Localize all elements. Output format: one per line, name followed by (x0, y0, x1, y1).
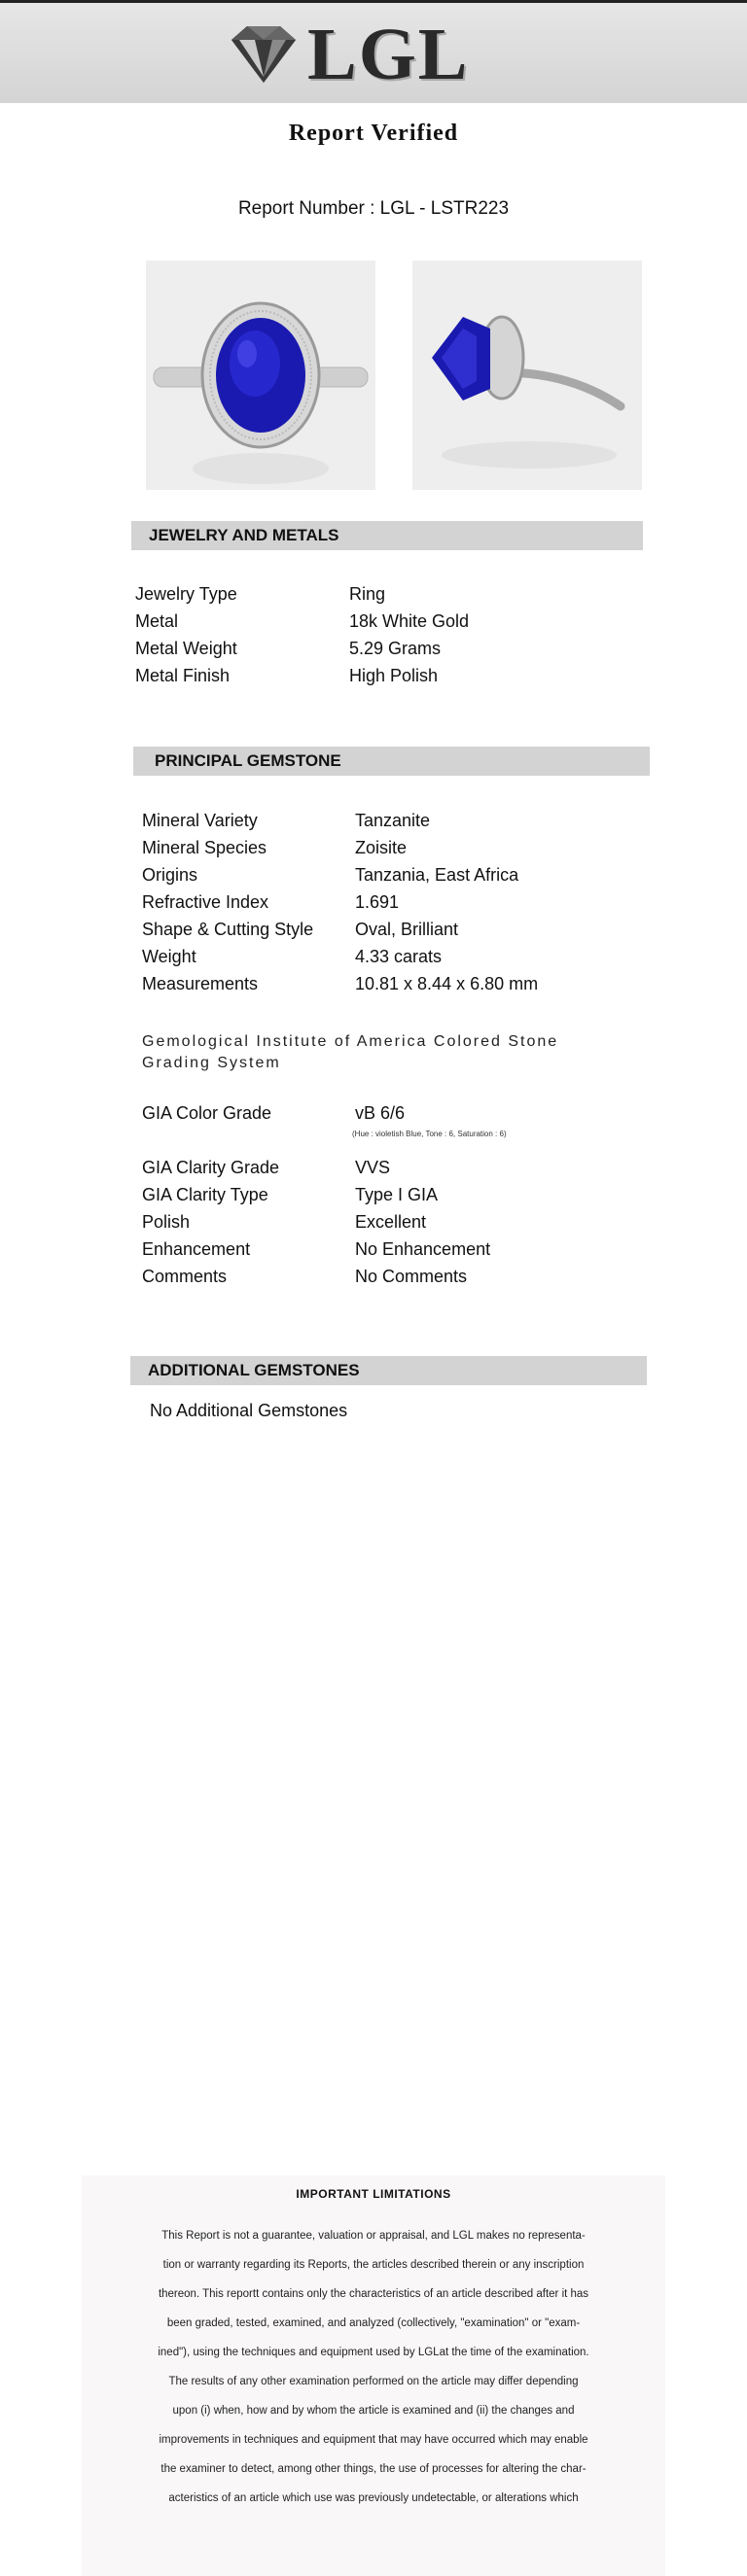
limitations-line: acteristics of an article which use was previously undetectable, or alterations which (168, 2492, 579, 2504)
limitations-line: upon (i) when, how and by whom the article is examined and (ii) the changes and (172, 2405, 575, 2417)
gem-label: Weight (142, 947, 196, 966)
grade-label: GIA Clarity Type (142, 1185, 268, 1204)
limitations-panel (82, 2176, 665, 2576)
gem-label: Refractive Index (142, 892, 269, 912)
gem-value: 1.691 (355, 892, 400, 912)
limitations-line: improvements in techniques and equipment that may have occurred which may enable (159, 2434, 588, 2446)
ring-side-photo (412, 261, 642, 490)
gem-value: Tanzania, East Africa (355, 865, 519, 885)
report-number: Report Number : LGL - LSTR223 (237, 198, 510, 219)
jewelry-value: 18k White Gold (349, 611, 470, 631)
grade-value: Type I GIA (355, 1185, 439, 1204)
ring-front-photo (146, 261, 375, 490)
color-grade-label: GIA Color Grade (142, 1103, 272, 1123)
limitations-line: tion or warranty regarding its Reports, the articles described therein or any inscription (162, 2259, 585, 2271)
jewelry-section-heading: JEWELRY AND METALS (131, 521, 643, 550)
logo-text: LGL (307, 14, 470, 95)
gem-value: 10.81 x 8.44 x 6.80 mm (355, 974, 539, 993)
limitations-line: thereon. This reportt contains only the characteristics of an article described after it has (158, 2288, 589, 2300)
limitations-line: This Report is not a guarantee, valuation or appraisal, and LGL makes no representa- (161, 2230, 586, 2242)
limitations-line: the examiner to detect, among other things, the use of processes for altering the char- (160, 2463, 587, 2475)
additional-section-heading: ADDITIONAL GEMSTONES (130, 1356, 647, 1385)
jewelry-value: Ring (349, 584, 386, 604)
additional-gemstones-text: No Additional Gemstones (150, 1401, 348, 1420)
color-grade-value: vB 6/6 (355, 1103, 406, 1123)
jewelry-label: Metal Weight (135, 639, 237, 658)
lgl-logo[interactable] (226, 14, 470, 95)
gem-label: Mineral Variety (142, 811, 258, 830)
grade-value: VVS (355, 1158, 391, 1177)
gem-value: Tanzanite (355, 811, 431, 830)
limitations-line: been graded, tested, examined, and analyzed (collectively, "examination" or "exam- (166, 2317, 581, 2329)
gem-label: Shape & Cutting Style (142, 920, 314, 939)
jewelry-value: 5.29 Grams (349, 639, 442, 658)
header-banner (0, 0, 747, 103)
gem-label: Measurements (142, 974, 259, 993)
limitations-title: IMPORTANT LIMITATIONS (296, 2187, 451, 2201)
limitations-line: ined"), using the techniques and equipment used by LGLat the time of the examination. (158, 2347, 589, 2358)
jewelry-label: Metal (135, 611, 179, 631)
gem-label: Mineral Species (142, 838, 267, 857)
page-title: Report Verified (288, 121, 459, 146)
grade-value: Excellent (355, 1212, 427, 1232)
diamond-logo-icon (226, 22, 302, 87)
grade-label: GIA Clarity Grade (142, 1158, 280, 1177)
grade-value: No Comments (355, 1267, 468, 1286)
gem-value: Oval, Brilliant (355, 920, 459, 939)
gia-grading-system-heading: Gemological Institute of America Colored Stone Grading System (142, 1033, 559, 1071)
grade-value: No Enhancement (355, 1239, 491, 1259)
principal-section-heading: PRINCIPAL GEMSTONE (133, 747, 650, 776)
limitations-line: The results of any other examination performed on the article may differ depending (168, 2376, 579, 2387)
gem-value: Zoisite (355, 838, 408, 857)
gem-label: Origins (142, 865, 198, 885)
grade-label: Comments (142, 1267, 228, 1286)
gem-value: 4.33 carats (355, 947, 443, 966)
grade-label: Polish (142, 1212, 191, 1232)
jewelry-label: Metal Finish (135, 666, 231, 685)
jewelry-label: Jewelry Type (135, 584, 237, 604)
grade-label: Enhancement (142, 1239, 251, 1259)
jewelry-value: High Polish (349, 666, 439, 685)
color-grade-note: (Hue : violetish Blue, Tone : 6, Saturation : 6) (352, 1130, 507, 1138)
